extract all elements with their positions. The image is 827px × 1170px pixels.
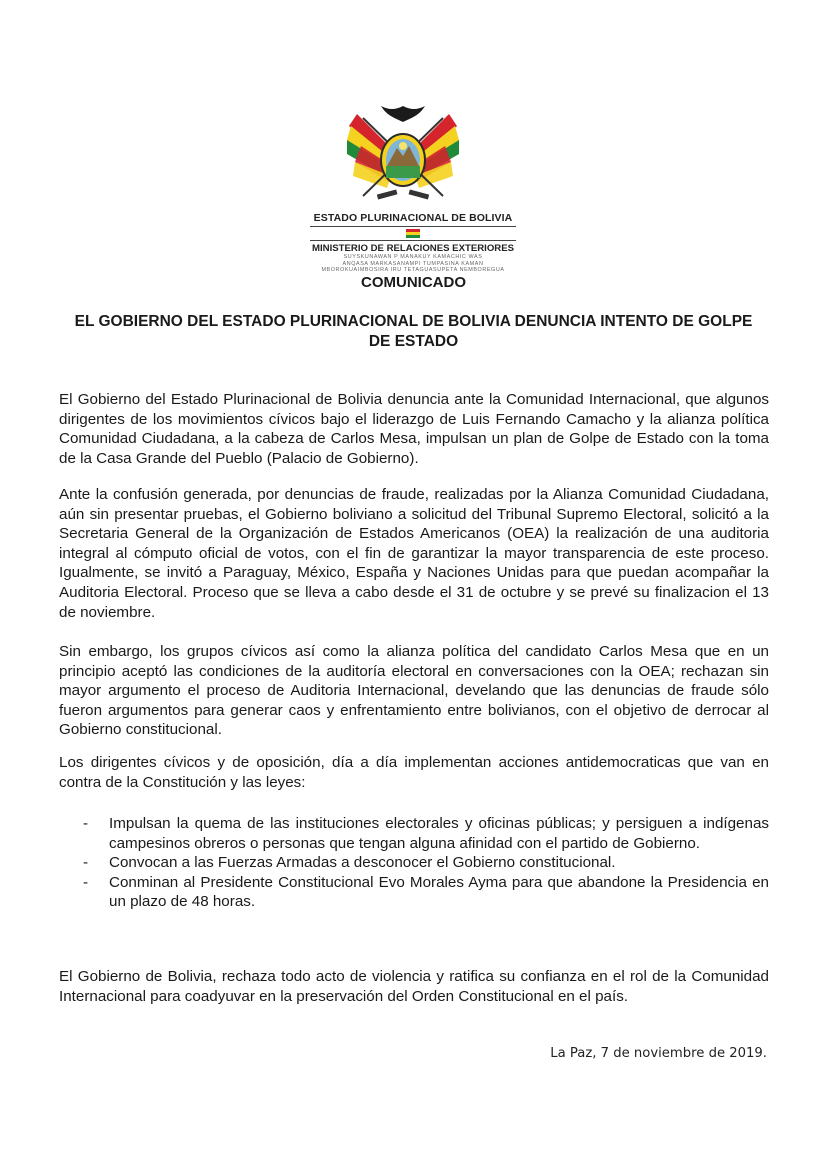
organization-header [300, 212, 526, 274]
list-item-text: Conminan al Presidente Constitucional Evo Morales Ayma para que abandone la Presidencia en un plazo de 48 horas. [109, 873, 769, 911]
paragraph-text: El Gobierno del Estado Plurinacional de Bolivia denuncia ante la Comunidad Internacional, que algunos dirigentes de los movimientos cívicos bajo el liderazgo de Luis Fernando Camacho y la alianza política Comunidad Ciudadana, a la cabeza de Carlos Mesa, impulsan un plan de Golpe de Estado con la toma de la Casa Grande del Pueblo (Palacio de Gobierno). [59, 391, 769, 467]
list-item [59, 873, 769, 912]
list-item [59, 853, 769, 873]
document-headline: EL GOBIERNO DEL ESTADO PLURINACIONAL DE BOLIVIA DENUNCIA INTENTO DE GOLPE DE ESTADO [74, 313, 753, 350]
ministry-subtitle-3: MBOROKUAIMBOSIRA IRU TETAGUASUPETA NEMBOREGUA [321, 267, 505, 273]
bolivia-coat-of-arms-icon [343, 96, 463, 208]
list-item [59, 814, 769, 853]
paragraph-text: Ante la confusión generada, por denuncias de fraude, realizadas por la Alianza Comunidad Ciudadana, aún sin presentar pruebas, el Gobierno boliviano a solicitud del Tribunal Supremo Electoral, solicitó a la Secretaria General de la Organización de Estados Americanos (OEA) la realización de una auditoria integral al cómputo oficial de votos, con el fin de garantizar la mayor transparencia de este proceso. Igualmente, se invitó a Paraguay, México, España y Naciones Unidas para que puedan acompañar la Auditoria Electoral. Proceso que se lleva a cabo desde el 31 de octubre y se prevé su finalizacion el 13 de noviembre. [59, 486, 769, 621]
ministry-name: MINISTERIO DE RELACIONES EXTERIORES [311, 243, 515, 254]
paragraph-2 [59, 485, 769, 622]
paragraph-3 [59, 642, 769, 740]
paragraph-4 [59, 753, 769, 792]
paragraph-text: Los dirigentes cívicos y de oposición, día a día implementan acciones antidemocraticas que van en contra de la Constitución y las leyes: [59, 754, 769, 791]
header-divider [310, 226, 516, 227]
bullet-marker: - [83, 873, 89, 891]
paragraph-text: Sin embargo, los grupos cívicos así como la alianza política del candidato Carlos Mesa que en un principio aceptó las condiciones de la auditoría electoral en conversaciones con la OEA; rechazan sin mayor argumento el proceso de Auditoria Internacional, develando que las denuncias de fraude sólo fueron argumentos para generar caos y enfrentamiento entre bolivianos, con el objetivo de derrocar al Gobierno constitucional. [59, 643, 769, 739]
ministry-subtitle-1: SUYSKUNAWAN P MANAKUY KAMACHIC WAS [343, 254, 483, 260]
place-and-date: La Paz, 7 de noviembre de 2019. [550, 1046, 767, 1061]
bullet-list [59, 814, 769, 912]
paragraph-text: El Gobierno de Bolivia, rechaza todo acto de violencia y ratifica su confianza en el rol de la Comunidad Internacional para coadyuvar en la preservación del Orden Constitucional en el país. [59, 968, 769, 1005]
ministry-subtitle-2: ANQASA MARKASANAMPI TUMPASINA KAMAN [342, 260, 484, 267]
list-item-text: Convocan a las Fuerzas Armadas a desconocer el Gobierno constitucional. [109, 854, 616, 872]
paragraph-1 [59, 390, 769, 468]
document-label: COMUNICADO [361, 274, 466, 291]
closing-paragraph [59, 967, 769, 1006]
org-name: ESTADO PLURINACIONAL DE BOLIVIA [313, 212, 513, 224]
list-item-text: Impulsan la quema de las instituciones electorales y oficinas públicas; y persiguen a indígenas campesinos obreros o personas que tengan alguna afinidad con el partido de Gobierno. [109, 815, 769, 852]
bullet-marker: - [83, 815, 89, 832]
header-divider-2 [310, 240, 516, 241]
bolivia-flag-icon [406, 229, 420, 238]
bullet-marker: - [83, 854, 89, 872]
